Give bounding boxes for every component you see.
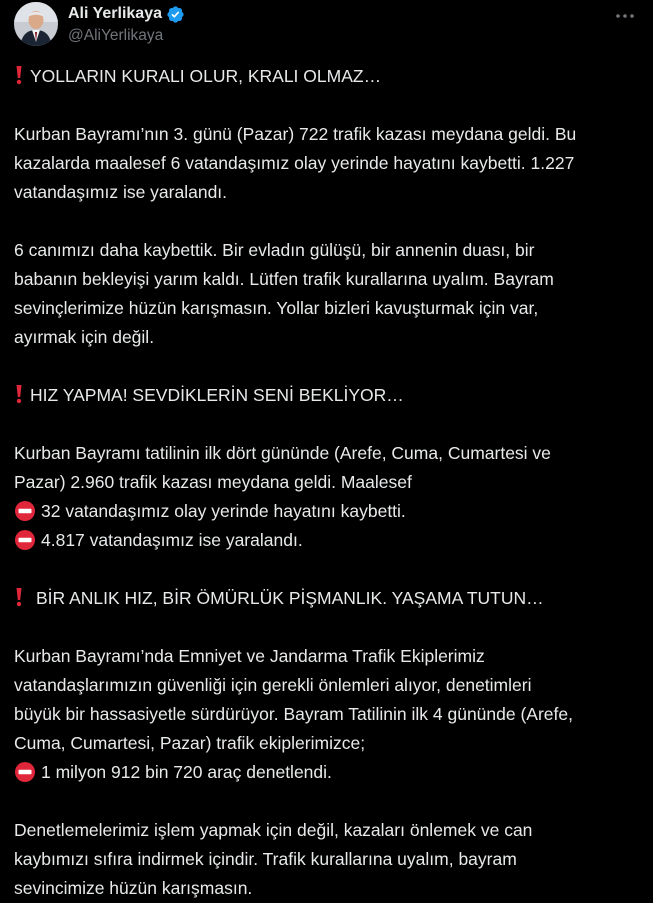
text-line: kazalarda maalesef 6 vatandaşımız olay yerinde hayatını kaybetti. 1.227 [14, 153, 575, 173]
text-line: vatandaşımız ise yaralandı. [14, 182, 228, 202]
text-line: vatandaşlarımızın güvenliği için gerekli önlemleri alıyor, denetimleri [14, 675, 532, 695]
bullet-line [14, 758, 644, 787]
profile-photo-icon [14, 2, 58, 46]
tweet-text [14, 62, 644, 903]
bullet-text: 32 vatandaşımız olay yerinde hayatını kaybetti. [41, 501, 406, 521]
red-exclamation-icon [14, 384, 24, 404]
author-name[interactable]: Ali Yerlikaya [68, 5, 162, 22]
text-line: büyük bir hassasiyetle sürdürüyor. Bayram Tatilinin ilk 4 gününde (Arefe, [14, 704, 573, 724]
text-line: Kurban Bayramı’nda Emniyet ve Jandarma Trafik Ekiplerimiz [14, 646, 485, 666]
text-line: Kurban Bayramı tatilinin ilk dört gününde (Arefe, Cuma, Cumartesi ve [14, 443, 551, 463]
text-line: 6 canımızı daha kaybettik. Bir evladın gülüşü, bir annenin duası, bir [14, 240, 535, 260]
bullet-text: 1 milyon 912 bin 720 araç denetlendi. [41, 762, 332, 782]
heading-line [14, 381, 644, 410]
red-exclamation-icon [14, 65, 24, 85]
heading-line [14, 62, 644, 91]
tweet-header [14, 2, 639, 50]
red-exclamation-icon [14, 587, 24, 607]
no-entry-icon [14, 500, 36, 522]
no-entry-icon [14, 529, 36, 551]
author-name-row [68, 4, 185, 24]
text-line: Pazar) 2.960 trafik kazası meydana geldi. Maalesef [14, 472, 412, 492]
spacer [14, 410, 644, 439]
text-line: kaybımızı sıfıra indirmek içindir. Trafik kurallarına uyalım, bayram [14, 849, 517, 869]
text-line: babanın bekleyişi yarım kaldı. Lütfen trafik kurallarına uyalım. Bayram [14, 269, 554, 289]
verified-badge-icon [166, 5, 185, 24]
spacer [14, 787, 644, 816]
spacer [14, 613, 644, 642]
avatar[interactable] [14, 2, 58, 46]
spacer [14, 207, 644, 236]
heading-line [14, 584, 644, 613]
text-line: Denetlemelerimiz işlem yapmak için değil, kazaları önlemek ve can [14, 820, 533, 840]
heading-text: HIZ YAPMA! SEVDİKLERİN SENİ BEKLİYOR… [30, 385, 404, 405]
bullet-line [14, 526, 644, 555]
text-line: ayırmak için değil. [14, 327, 155, 347]
heading-text: YOLLARIN KURALI OLUR, KRALI OLMAZ… [30, 66, 382, 86]
no-entry-icon [14, 761, 36, 783]
bullet-text: 4.817 vatandaşımız ise yaralandı. [41, 530, 303, 550]
spacer [14, 352, 644, 381]
spacer [14, 91, 644, 120]
text-line: Kurban Bayramı’nın 3. günü (Pazar) 722 trafik kazası meydana geldi. Bu [14, 124, 577, 144]
text-line: sevinçlerimize hüzün karışmasın. Yollar bizleri kavuşturmak için var, [14, 298, 539, 318]
bullet-line [14, 497, 644, 526]
spacer [14, 555, 644, 584]
text-line: sevincimize hüzün karışmasın. [14, 878, 253, 898]
author-info [68, 4, 185, 45]
more-horizontal-icon[interactable] [613, 6, 637, 26]
text-line: Cuma, Cumartesi, Pazar) trafik ekiplerimizce; [14, 733, 366, 753]
author-handle[interactable]: @AliYerlikaya [68, 27, 164, 44]
heading-text: BİR ANLIK HIZ, BİR ÖMÜRLÜK PİŞMANLIK. YAŞAMA TUTUN… [36, 588, 544, 608]
